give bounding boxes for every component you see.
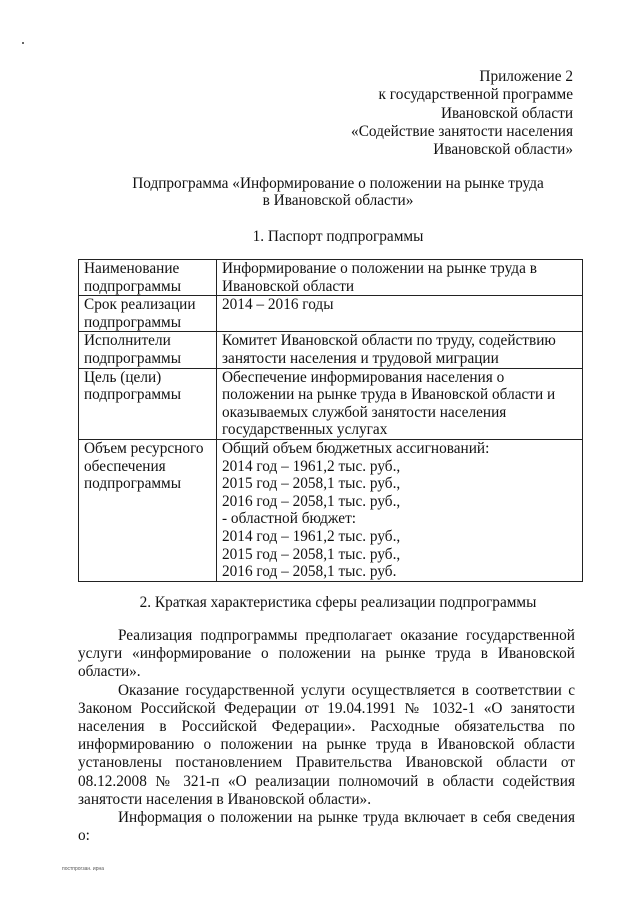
appendix-header bbox=[351, 68, 573, 159]
header-line: Ивановской области» bbox=[433, 141, 573, 159]
budget-line: 2014 год – 1961,2 тыс. руб., bbox=[222, 527, 401, 545]
header-line: Ивановской области bbox=[440, 104, 573, 122]
header-line: «Содействие занятости населения bbox=[351, 122, 573, 140]
row-key: Исполнители подпрограммы bbox=[79, 332, 217, 368]
budget-line: 2015 год – 2058,1 тыс. руб., bbox=[222, 545, 401, 563]
file-name-footer: постпрогзан. ирна bbox=[62, 866, 105, 872]
row-key: Объем ресурсного обеспечения подпрограммы bbox=[79, 439, 217, 581]
row-value bbox=[217, 439, 583, 581]
section-2-heading: 2. Краткая характеристика сферы реализации подпрограммы bbox=[139, 594, 537, 611]
scan-speck bbox=[22, 42, 24, 44]
paragraph: Реализация подпрограммы предполагает оказание государственной услуги «информирование о положении на рынке труда в Ивановской области». bbox=[78, 627, 575, 681]
table-row bbox=[79, 296, 583, 332]
row-key: Цель (цели) подпрограммы bbox=[79, 368, 217, 439]
budget-line: Общий объем бюджетных ассигнований: bbox=[222, 439, 490, 457]
document-title bbox=[78, 175, 598, 209]
title-line: Подпрограмма «Информирование о положении на рынке труда bbox=[132, 175, 544, 192]
budget-line: 2014 год – 1961,2 тыс. руб., bbox=[222, 457, 401, 475]
section-1-heading: 1. Паспорт подпрограммы bbox=[252, 228, 424, 245]
passport-table bbox=[78, 259, 583, 582]
table-row bbox=[79, 332, 583, 368]
budget-line: 2016 год – 2058,1 тыс. руб., bbox=[222, 492, 401, 510]
budget-line: - областной бюджет: bbox=[222, 510, 357, 528]
row-value: Комитет Ивановской области по труду, содействию занятости населения и трудовой миграции bbox=[217, 332, 583, 368]
table-row bbox=[79, 439, 583, 581]
paragraph: Оказание государственной услуги осуществляется в соответствии с Законом Российской Федерации от 19.04.1991 № 1032-1 «О занятости населения в Российской Федерации». Расходные обязательства по информированию о положении на рынке труда в Ивановской области установлены постановлением Правительства Ивановской области от 08.12.2008 № 321-п «О реализации полномочий в области содействия занятости населения в Ивановской области». bbox=[78, 681, 575, 808]
budget-line: 2016 год – 2058,1 тыс. руб. bbox=[222, 563, 397, 581]
row-value: Информирование о положении на рынке труда в Ивановской области bbox=[217, 260, 583, 296]
table-row bbox=[79, 260, 583, 296]
row-value: Обеспечение информирования населения о положении на рынке труда в Ивановской области и оказываемых службой занятости населения государственных услугах bbox=[217, 368, 583, 439]
header-line: к государственной программе bbox=[378, 86, 573, 104]
title-line: в Ивановской области» bbox=[262, 192, 414, 209]
paragraph: Информация о положении на рынке труда включает в себя сведения о: bbox=[78, 809, 575, 845]
row-key: Наименование подпрограммы bbox=[79, 260, 217, 296]
row-value: 2014 – 2016 годы bbox=[217, 296, 583, 332]
header-line: Приложение 2 bbox=[479, 68, 573, 85]
section-2-body bbox=[78, 627, 575, 845]
budget-line: 2015 год – 2058,1 тыс. руб., bbox=[222, 475, 401, 493]
table-row bbox=[79, 368, 583, 439]
row-key: Срок реализации подпрограммы bbox=[79, 296, 217, 332]
